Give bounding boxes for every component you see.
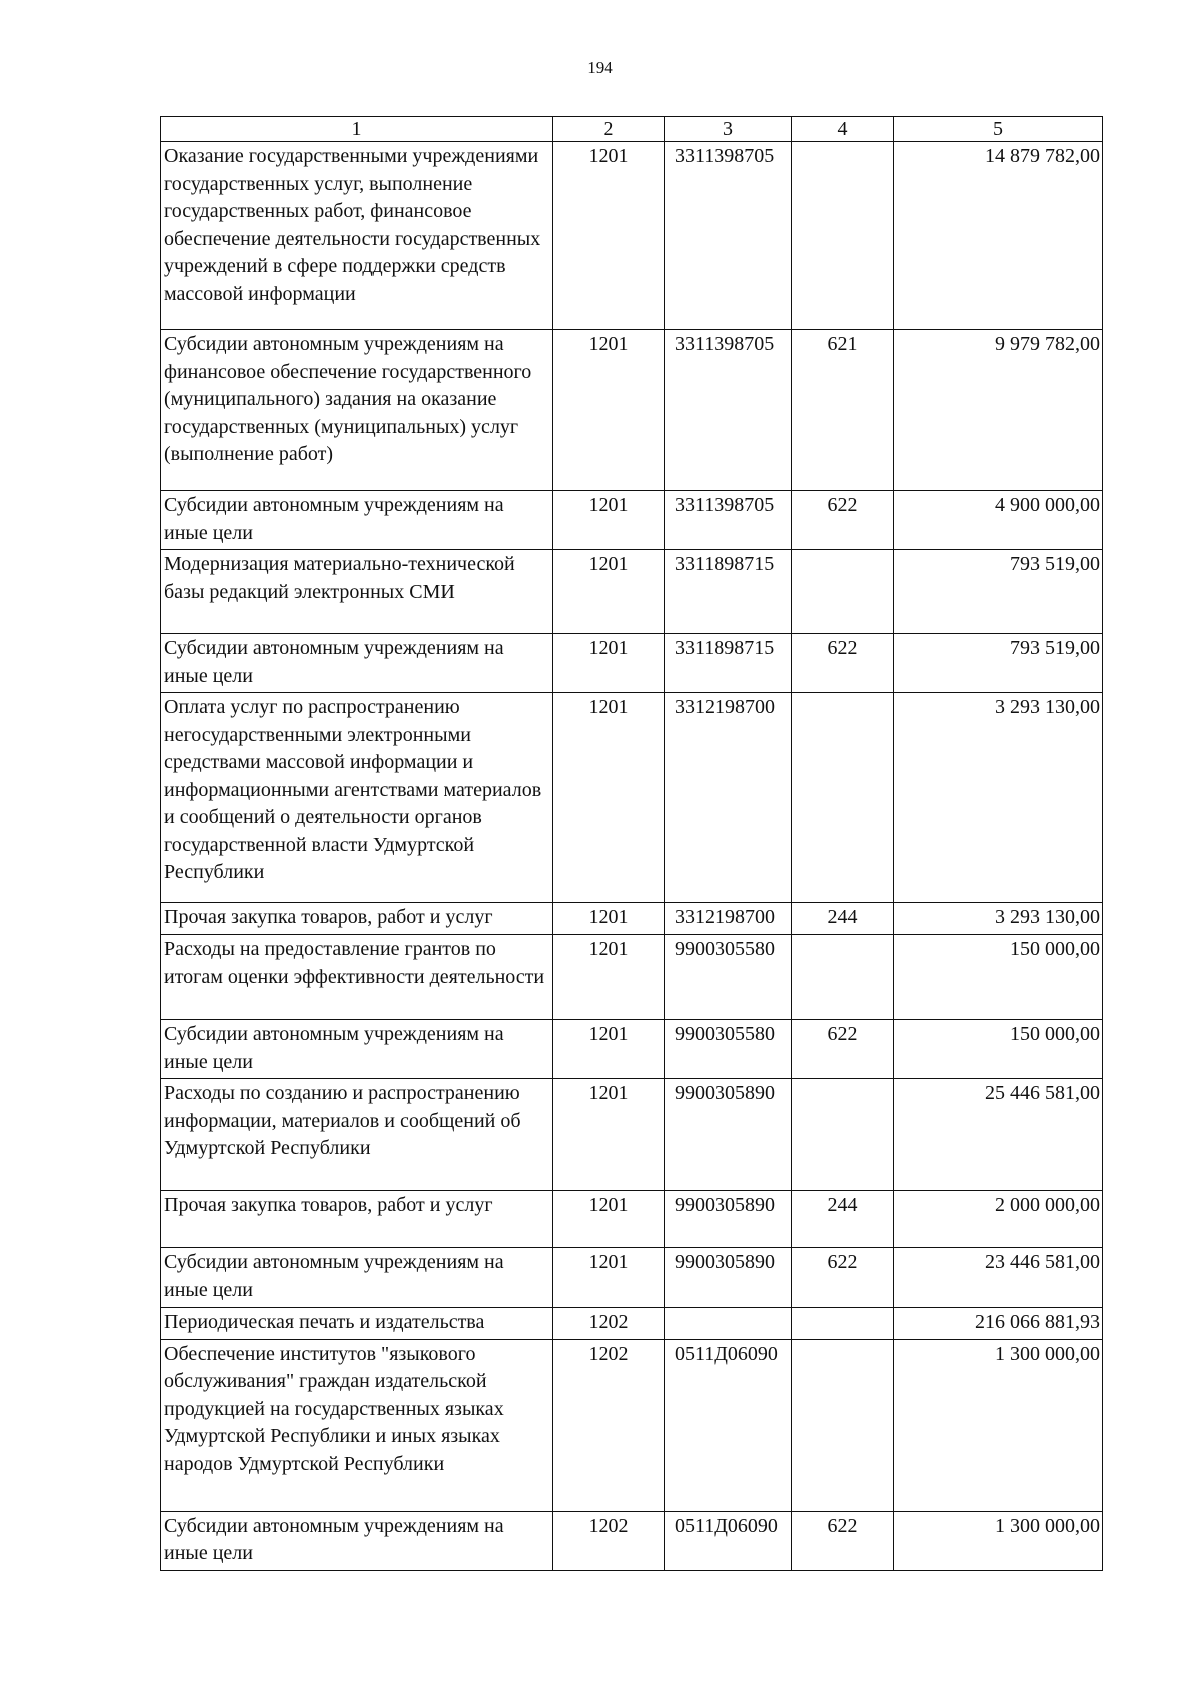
row-section: 1201 (553, 1079, 665, 1191)
row-amount: 3 293 130,00 (894, 693, 1103, 903)
row-code: 3312198700 (665, 693, 792, 903)
row-code: 3311898715 (665, 550, 792, 634)
row-name: Периодическая печать и издательства (161, 1308, 553, 1340)
row-section: 1201 (553, 1248, 665, 1308)
row-section: 1201 (553, 693, 665, 903)
row-expense-type: 621 (792, 330, 894, 491)
row-code: 9900305890 (665, 1191, 792, 1248)
row-section: 1202 (553, 1339, 665, 1511)
row-amount: 793 519,00 (894, 634, 1103, 693)
column-header: 1 (161, 117, 553, 142)
row-expense-type (792, 550, 894, 634)
row-section: 1201 (553, 1191, 665, 1248)
row-amount: 23 446 581,00 (894, 1248, 1103, 1308)
row-section: 1201 (553, 1020, 665, 1079)
row-name: Обеспечение институтов "языкового обслуживания" граждан издательской продукцией на государственных языках Удмуртской Республики и иных языках народов Удмуртской Республики (161, 1339, 553, 1511)
table-row (161, 1020, 1103, 1079)
row-expense-type (792, 693, 894, 903)
row-section: 1201 (553, 935, 665, 1020)
row-expense-type: 622 (792, 1511, 894, 1570)
table-row (161, 142, 1103, 330)
table-row (161, 1191, 1103, 1248)
table-row (161, 1079, 1103, 1191)
row-code: 9900305890 (665, 1079, 792, 1191)
table-row (161, 1339, 1103, 1511)
row-section: 1201 (553, 903, 665, 935)
row-name: Субсидии автономным учреждениям на иные цели (161, 491, 553, 550)
row-amount: 14 879 782,00 (894, 142, 1103, 330)
row-expense-type: 622 (792, 1020, 894, 1079)
row-name: Расходы на предоставление грантов по итогам оценки эффективности деятельности (161, 935, 553, 1020)
row-expense-type: 244 (792, 903, 894, 935)
row-code: 3311398705 (665, 142, 792, 330)
row-code: 3311898715 (665, 634, 792, 693)
row-name: Субсидии автономным учреждениям на иные цели (161, 634, 553, 693)
row-code (665, 1308, 792, 1340)
row-section: 1201 (553, 142, 665, 330)
table-header-row (161, 117, 1103, 142)
row-amount: 4 900 000,00 (894, 491, 1103, 550)
row-expense-type: 244 (792, 1191, 894, 1248)
column-header: 5 (894, 117, 1103, 142)
table-row (161, 935, 1103, 1020)
column-header: 3 (665, 117, 792, 142)
row-code: 9900305890 (665, 1248, 792, 1308)
row-name: Субсидии автономным учреждениям на иные цели (161, 1248, 553, 1308)
row-name: Субсидии автономным учреждениям на иные цели (161, 1020, 553, 1079)
row-expense-type: 622 (792, 1248, 894, 1308)
row-name: Субсидии автономным учреждениям на финансовое обеспечение государственного (муниципального) задания на оказание государственных (муниципальных) услуг (выполнение работ) (161, 330, 553, 491)
row-amount: 2 000 000,00 (894, 1191, 1103, 1248)
row-amount: 9 979 782,00 (894, 330, 1103, 491)
row-amount: 793 519,00 (894, 550, 1103, 634)
row-amount: 1 300 000,00 (894, 1339, 1103, 1511)
row-expense-type (792, 1339, 894, 1511)
row-name: Прочая закупка товаров, работ и услуг (161, 1191, 553, 1248)
row-section: 1201 (553, 550, 665, 634)
row-code: 3311398705 (665, 330, 792, 491)
row-name: Прочая закупка товаров, работ и услуг (161, 903, 553, 935)
row-name: Расходы по созданию и распространению информации, материалов и сообщений об Удмуртской Республики (161, 1079, 553, 1191)
budget-table (160, 116, 1103, 1571)
table-row (161, 1248, 1103, 1308)
row-name: Оказание государственными учреждениями государственных услуг, выполнение государственных работ, финансовое обеспечение деятельности государственных учреждений в сфере поддержки средств массовой информации (161, 142, 553, 330)
row-expense-type (792, 935, 894, 1020)
table-row (161, 330, 1103, 491)
row-amount: 150 000,00 (894, 935, 1103, 1020)
table-row (161, 491, 1103, 550)
row-expense-type (792, 1308, 894, 1340)
row-code: 9900305580 (665, 935, 792, 1020)
table-row (161, 693, 1103, 903)
row-section: 1202 (553, 1511, 665, 1570)
table-row (161, 903, 1103, 935)
row-section: 1201 (553, 491, 665, 550)
row-amount: 3 293 130,00 (894, 903, 1103, 935)
row-amount: 216 066 881,93 (894, 1308, 1103, 1340)
row-amount: 25 446 581,00 (894, 1079, 1103, 1191)
row-code: 3311398705 (665, 491, 792, 550)
table-row (161, 634, 1103, 693)
table-row (161, 1308, 1103, 1340)
row-section: 1201 (553, 330, 665, 491)
row-section: 1202 (553, 1308, 665, 1340)
column-header: 4 (792, 117, 894, 142)
row-code: 0511Д06090 (665, 1339, 792, 1511)
row-code: 9900305580 (665, 1020, 792, 1079)
row-amount: 150 000,00 (894, 1020, 1103, 1079)
row-code: 3312198700 (665, 903, 792, 935)
row-expense-type: 622 (792, 491, 894, 550)
row-expense-type (792, 142, 894, 330)
row-name: Субсидии автономным учреждениям на иные цели (161, 1511, 553, 1570)
row-expense-type (792, 1079, 894, 1191)
row-section: 1201 (553, 634, 665, 693)
row-name: Модернизация материально-технической базы редакций электронных СМИ (161, 550, 553, 634)
table-row (161, 1511, 1103, 1570)
row-code: 0511Д06090 (665, 1511, 792, 1570)
table-row (161, 550, 1103, 634)
column-header: 2 (553, 117, 665, 142)
page-number: 194 (587, 58, 613, 77)
row-expense-type: 622 (792, 634, 894, 693)
row-amount: 1 300 000,00 (894, 1511, 1103, 1570)
row-name: Оплата услуг по распространению негосударственными электронными средствами массовой информации и информационными агентствами материалов и сообщений о деятельности органов государственной власти Удмуртской Республики (161, 693, 553, 903)
